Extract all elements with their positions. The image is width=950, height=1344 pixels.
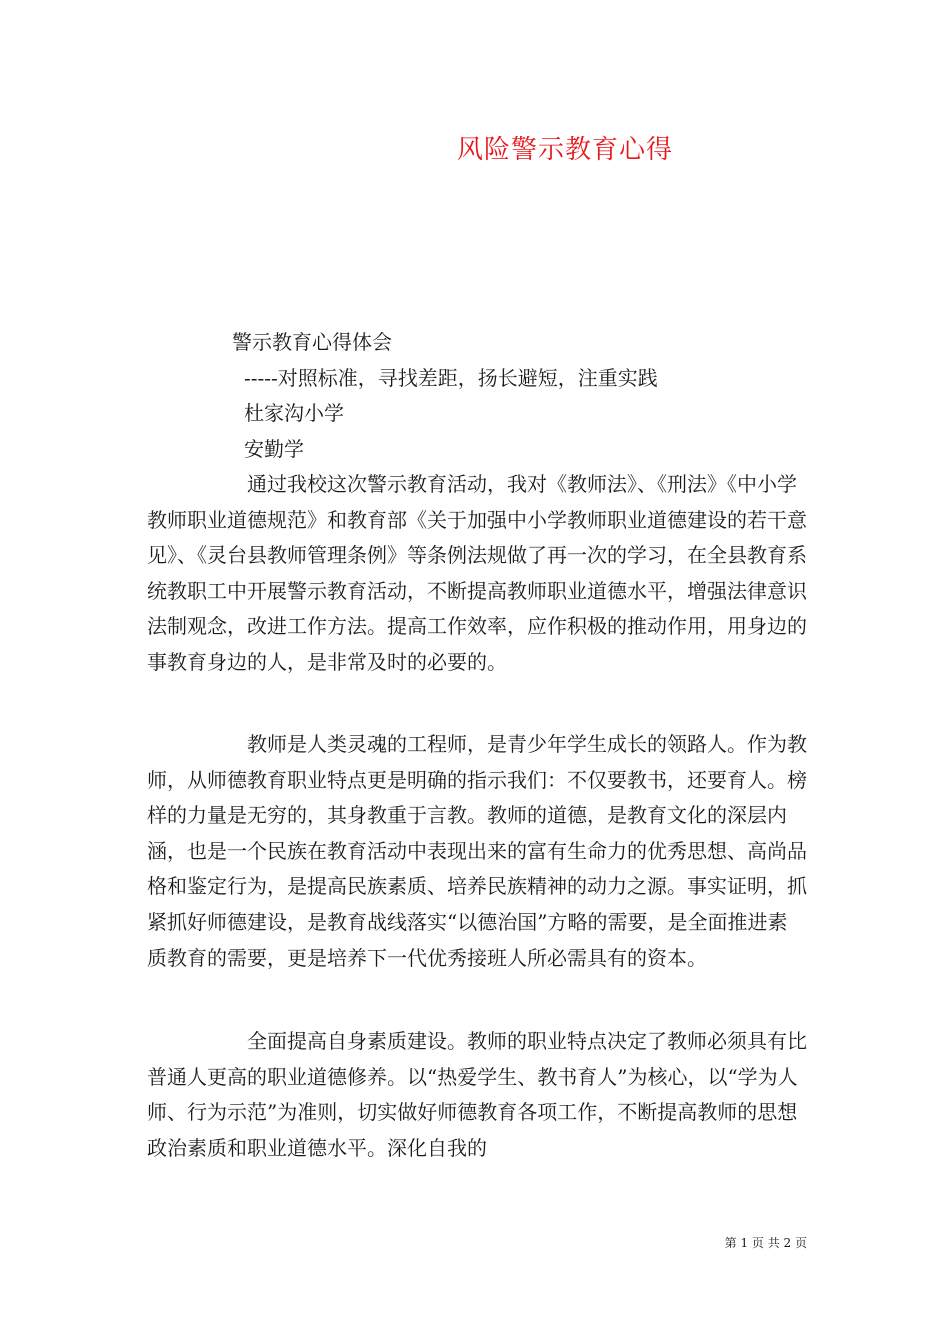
body-paragraph-2: 教师是人类灵魂的工程师，是青少年学生成长的领路人。作为教师，从师德教育职业特点更是明确的指示我们：不仅要教书，还要育人。榜样的力量是无穷的，其身教重于言教。教师的道德，是教育文化的深层内涵，也是一个民族在教育活动中表现出来的富有生命力的优秀思想、高尚品格和鉴定行为，是提高民族素质、培养民族精神的动力之源。事实证明，抓紧抓好师德建设，是教育战线落实“以德治国”方略的需要，是全面推进素质教育的需要，更是培养下一代优秀接班人所必需具有的资本。 (147, 732, 807, 970)
author-name: 安勤学 (244, 437, 304, 461)
page-number: 第 1 页 共 2 页 (724, 1236, 807, 1250)
body-paragraph-1: 通过我校这次警示教育活动，我对《教师法》、《刑法》《中小学教师职业道德规范》和教育部《关于加强中小学教师职业道德建设的若干意见》、《灵台县教师管理条例》等条例法规做了再一次的学习，在全县教育系统教职工中开展警示教育活动，不断提高教师职业道德水平，增强法律意识法制观念，改进工作方法。提高工作效率，应作积极的推动作用，用身边的事教育身边的人，是非常及时的必要的。 (147, 472, 807, 674)
document-tagline: -----对照标准，寻找差距，扬长避短，注重实践 (244, 366, 658, 390)
body-paragraph-3: 全面提高自身素质建设。教师的职业特点决定了教师必须具有比普通人更高的职业道德修养。以“热爱学生、教书育人”为核心，以“学为人师、行为示范”为准则，切实做好师德教育各项工作，不断提高教师的思想政治素质和职业道德水平。深化自我的 (147, 1029, 807, 1160)
document-subtitle: 警示教育心得体会 (232, 330, 392, 354)
document-title: 风险警示教育心得 (456, 135, 673, 165)
school-name: 杜家沟小学 (244, 401, 344, 425)
